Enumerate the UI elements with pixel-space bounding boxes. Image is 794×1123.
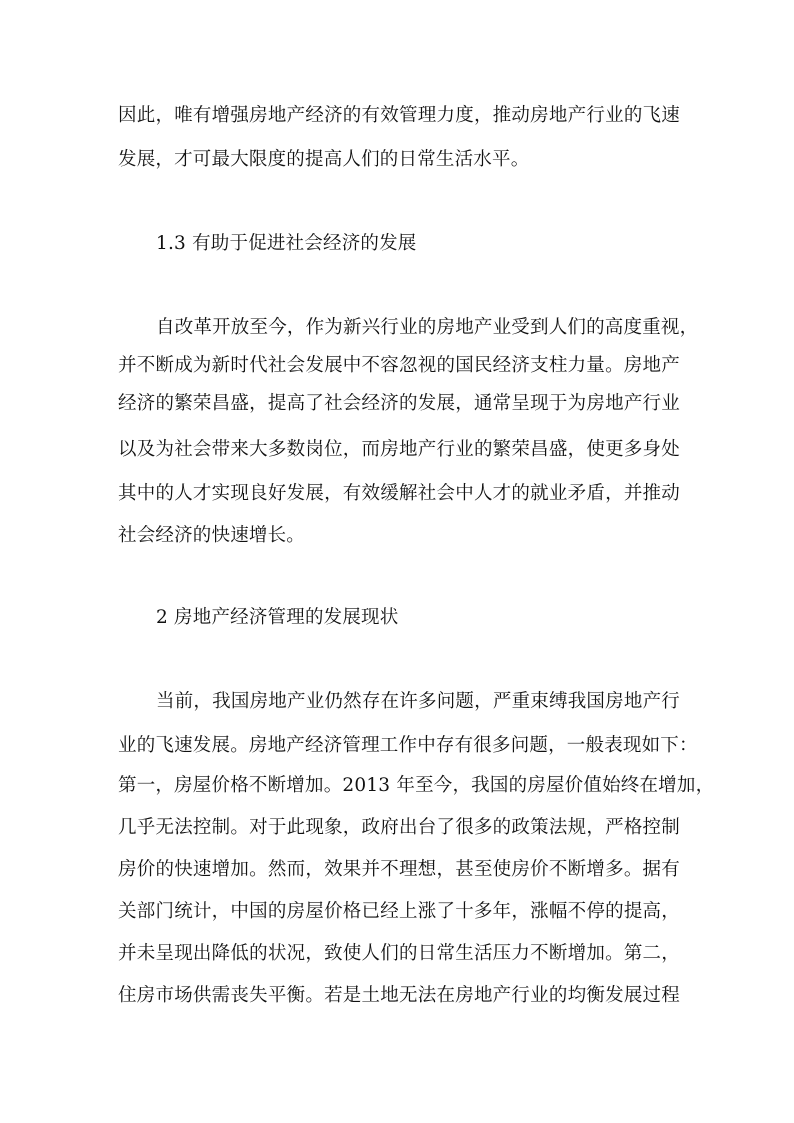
paragraph-3-line-5: 房价的快速增加。然而，效果并不理想，甚至使房价不断增多。据有	[118, 859, 680, 880]
paragraph-2-line-6: 社会经济的快速增长。	[118, 525, 306, 546]
paragraph-3-line-3: 第一，房屋价格不断增加。2013 年至今，我国的房屋价值始终在增加，	[118, 775, 715, 796]
section-heading-1-3: 1.3 有助于促进社会经济的发展	[156, 233, 417, 254]
section-heading-2: 2 房地产经济管理的发展现状	[156, 607, 399, 628]
paragraph-2-line-4: 以及为社会带来大多数岗位，而房地产行业的繁荣昌盛，使更多身处	[118, 439, 680, 460]
paragraph-2-line-5: 其中的人才实现良好发展，有效缓解社会中人才的就业矛盾，并推动	[118, 483, 680, 504]
paragraph-3-line-1: 当前，我国房地产业仍然存在许多问题，严重束缚我国房地产行	[156, 691, 680, 712]
paragraph-3-line-4: 几乎无法控制。对于此现象，政府出台了很多的政策法规，严格控制	[118, 817, 680, 838]
paragraph-3-line-6: 关部门统计，中国的房屋价格已经上涨了十多年，涨幅不停的提高，	[118, 901, 680, 922]
paragraph-2-line-2: 并不断成为新时代社会发展中不容忽视的国民经济支柱力量。房地产	[118, 355, 680, 376]
paragraph-3-line-2: 业的飞速发展。房地产经济管理工作中存有很多问题，一般表现如下：	[118, 735, 698, 756]
paragraph-1-line-1: 因此，唯有增强房地产经济的有效管理力度，推动房地产行业的飞速	[118, 105, 680, 126]
paragraph-1-line-2: 发展，才可最大限度的提高人们的日常生活水平。	[118, 149, 530, 170]
paragraph-3-line-7: 并未呈现出降低的状况，致使人们的日常生活压力不断增加。第二，	[118, 943, 680, 964]
paragraph-2-line-1: 自改革开放至今，作为新兴行业的房地产业受到人们的高度重视，	[156, 317, 699, 338]
paragraph-2-line-3: 经济的繁荣昌盛，提高了社会经济的发展，通常呈现于为房地产行业	[118, 393, 680, 414]
paragraph-3-line-8: 住房市场供需丧失平衡。若是土地无法在房地产行业的均衡发展过程	[118, 985, 680, 1006]
